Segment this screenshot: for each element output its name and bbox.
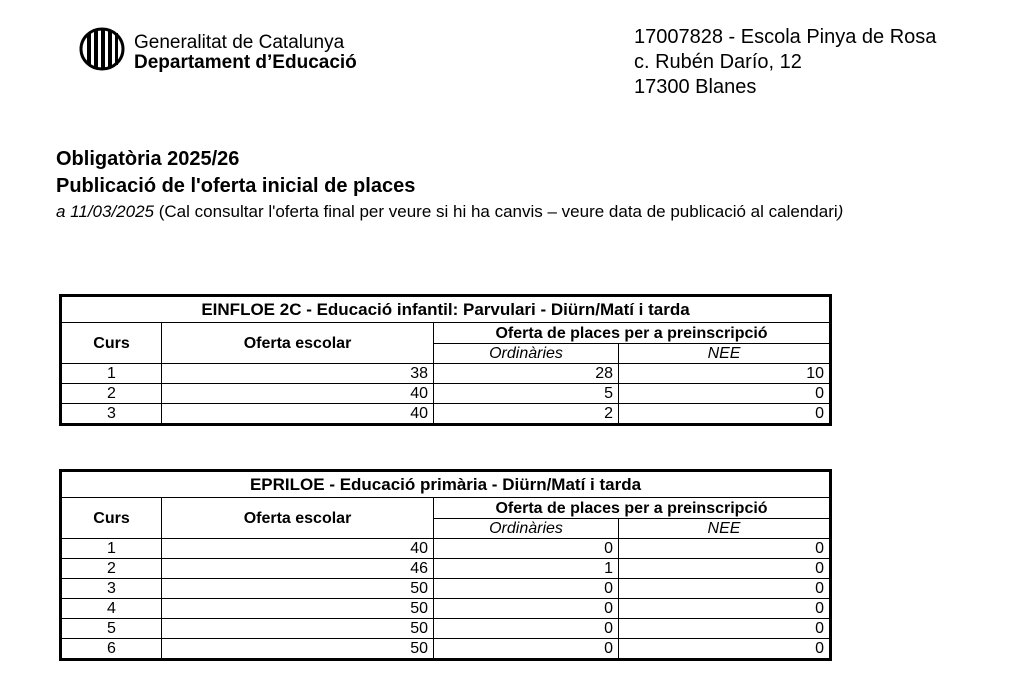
cell-curs: 2: [61, 559, 162, 579]
document-heading: [56, 146, 843, 224]
cell-nee: 10: [619, 364, 831, 384]
cell-nee: 0: [619, 539, 831, 559]
cell-oferta-escolar: 50: [162, 599, 434, 619]
cell-ordinaries: 0: [434, 579, 619, 599]
cell-curs: 6: [61, 639, 162, 660]
table-row: [61, 579, 831, 599]
table-row: [61, 559, 831, 579]
cell-ordinaries: 1: [434, 559, 619, 579]
cell-nee: 0: [619, 619, 831, 639]
cell-nee: 0: [619, 384, 831, 404]
table-row: [61, 539, 831, 559]
school-address: [634, 25, 936, 100]
cell-oferta-escolar: 40: [162, 404, 434, 425]
table-row: [61, 639, 831, 660]
generalitat-logo-icon: [79, 27, 125, 71]
organization-name: [134, 33, 357, 73]
cell-curs: 2: [61, 384, 162, 404]
offer-table-infantil: [59, 294, 832, 426]
cell-curs: 3: [61, 404, 162, 425]
cell-curs: 1: [61, 539, 162, 559]
table-row: [61, 599, 831, 619]
col-nee: NEE: [619, 519, 831, 539]
table-title: EINFLOE 2C - Educació infantil: Parvulari - Diürn/Matí i tarda: [61, 296, 831, 323]
cell-ordinaries: 0: [434, 639, 619, 660]
org-line-2: Departament d’Educació: [134, 52, 357, 73]
cell-nee: 0: [619, 559, 831, 579]
cell-oferta-escolar: 38: [162, 364, 434, 384]
col-curs: Curs: [61, 323, 162, 364]
col-ordinaries: Ordinàries: [434, 519, 619, 539]
cell-curs: 5: [61, 619, 162, 639]
cell-oferta-escolar: 40: [162, 384, 434, 404]
cell-curs: 1: [61, 364, 162, 384]
table-row: [61, 384, 831, 404]
school-name: 17007828 - Escola Pinya de Rosa: [634, 26, 937, 48]
publication-date: a 11/03/2025: [56, 202, 154, 221]
cell-ordinaries: 0: [434, 599, 619, 619]
table-title: EPRILOE - Educació primària - Diürn/Matí i tarda: [61, 471, 831, 498]
school-city: 17300 Blanes: [634, 76, 757, 98]
col-preinscripcio: Oferta de places per a preinscripció: [434, 323, 831, 344]
cell-curs: 4: [61, 599, 162, 619]
publication-note: [56, 200, 843, 224]
note-open: (: [154, 202, 165, 221]
cell-oferta-escolar: 40: [162, 539, 434, 559]
page-title: Obligatòria 2025/26: [56, 148, 240, 170]
table-row: [61, 364, 831, 384]
col-preinscripcio: Oferta de places per a preinscripció: [434, 498, 831, 519]
cell-ordinaries: 2: [434, 404, 619, 425]
page-subtitle: Publicació de l'oferta inicial de places: [56, 175, 416, 197]
col-ordinaries: Ordinàries: [434, 344, 619, 364]
school-street: c. Rubén Darío, 12: [634, 51, 802, 73]
table-row: [61, 404, 831, 425]
table-body: [61, 539, 831, 660]
note-close: ): [837, 202, 844, 221]
cell-oferta-escolar: 50: [162, 639, 434, 660]
col-oferta-escolar: Oferta escolar: [162, 498, 434, 539]
cell-nee: 0: [619, 579, 831, 599]
cell-nee: 0: [619, 404, 831, 425]
col-oferta-escolar: Oferta escolar: [162, 323, 434, 364]
cell-ordinaries: 0: [434, 539, 619, 559]
cell-ordinaries: 0: [434, 619, 619, 639]
cell-oferta-escolar: 50: [162, 619, 434, 639]
cell-curs: 3: [61, 579, 162, 599]
col-curs: Curs: [61, 498, 162, 539]
cell-oferta-escolar: 46: [162, 559, 434, 579]
cell-oferta-escolar: 50: [162, 579, 434, 599]
cell-ordinaries: 28: [434, 364, 619, 384]
offer-table-primaria: [59, 469, 832, 661]
note-text: Cal consultar l'oferta final per veure si hi ha canvis – veure data de publicació al calendari: [164, 202, 838, 221]
org-line-1: Generalitat de Catalunya: [134, 32, 345, 53]
cell-ordinaries: 5: [434, 384, 619, 404]
cell-nee: 0: [619, 599, 831, 619]
col-nee: NEE: [619, 344, 831, 364]
cell-nee: 0: [619, 639, 831, 660]
table-row: [61, 619, 831, 639]
table-body: [61, 364, 831, 425]
